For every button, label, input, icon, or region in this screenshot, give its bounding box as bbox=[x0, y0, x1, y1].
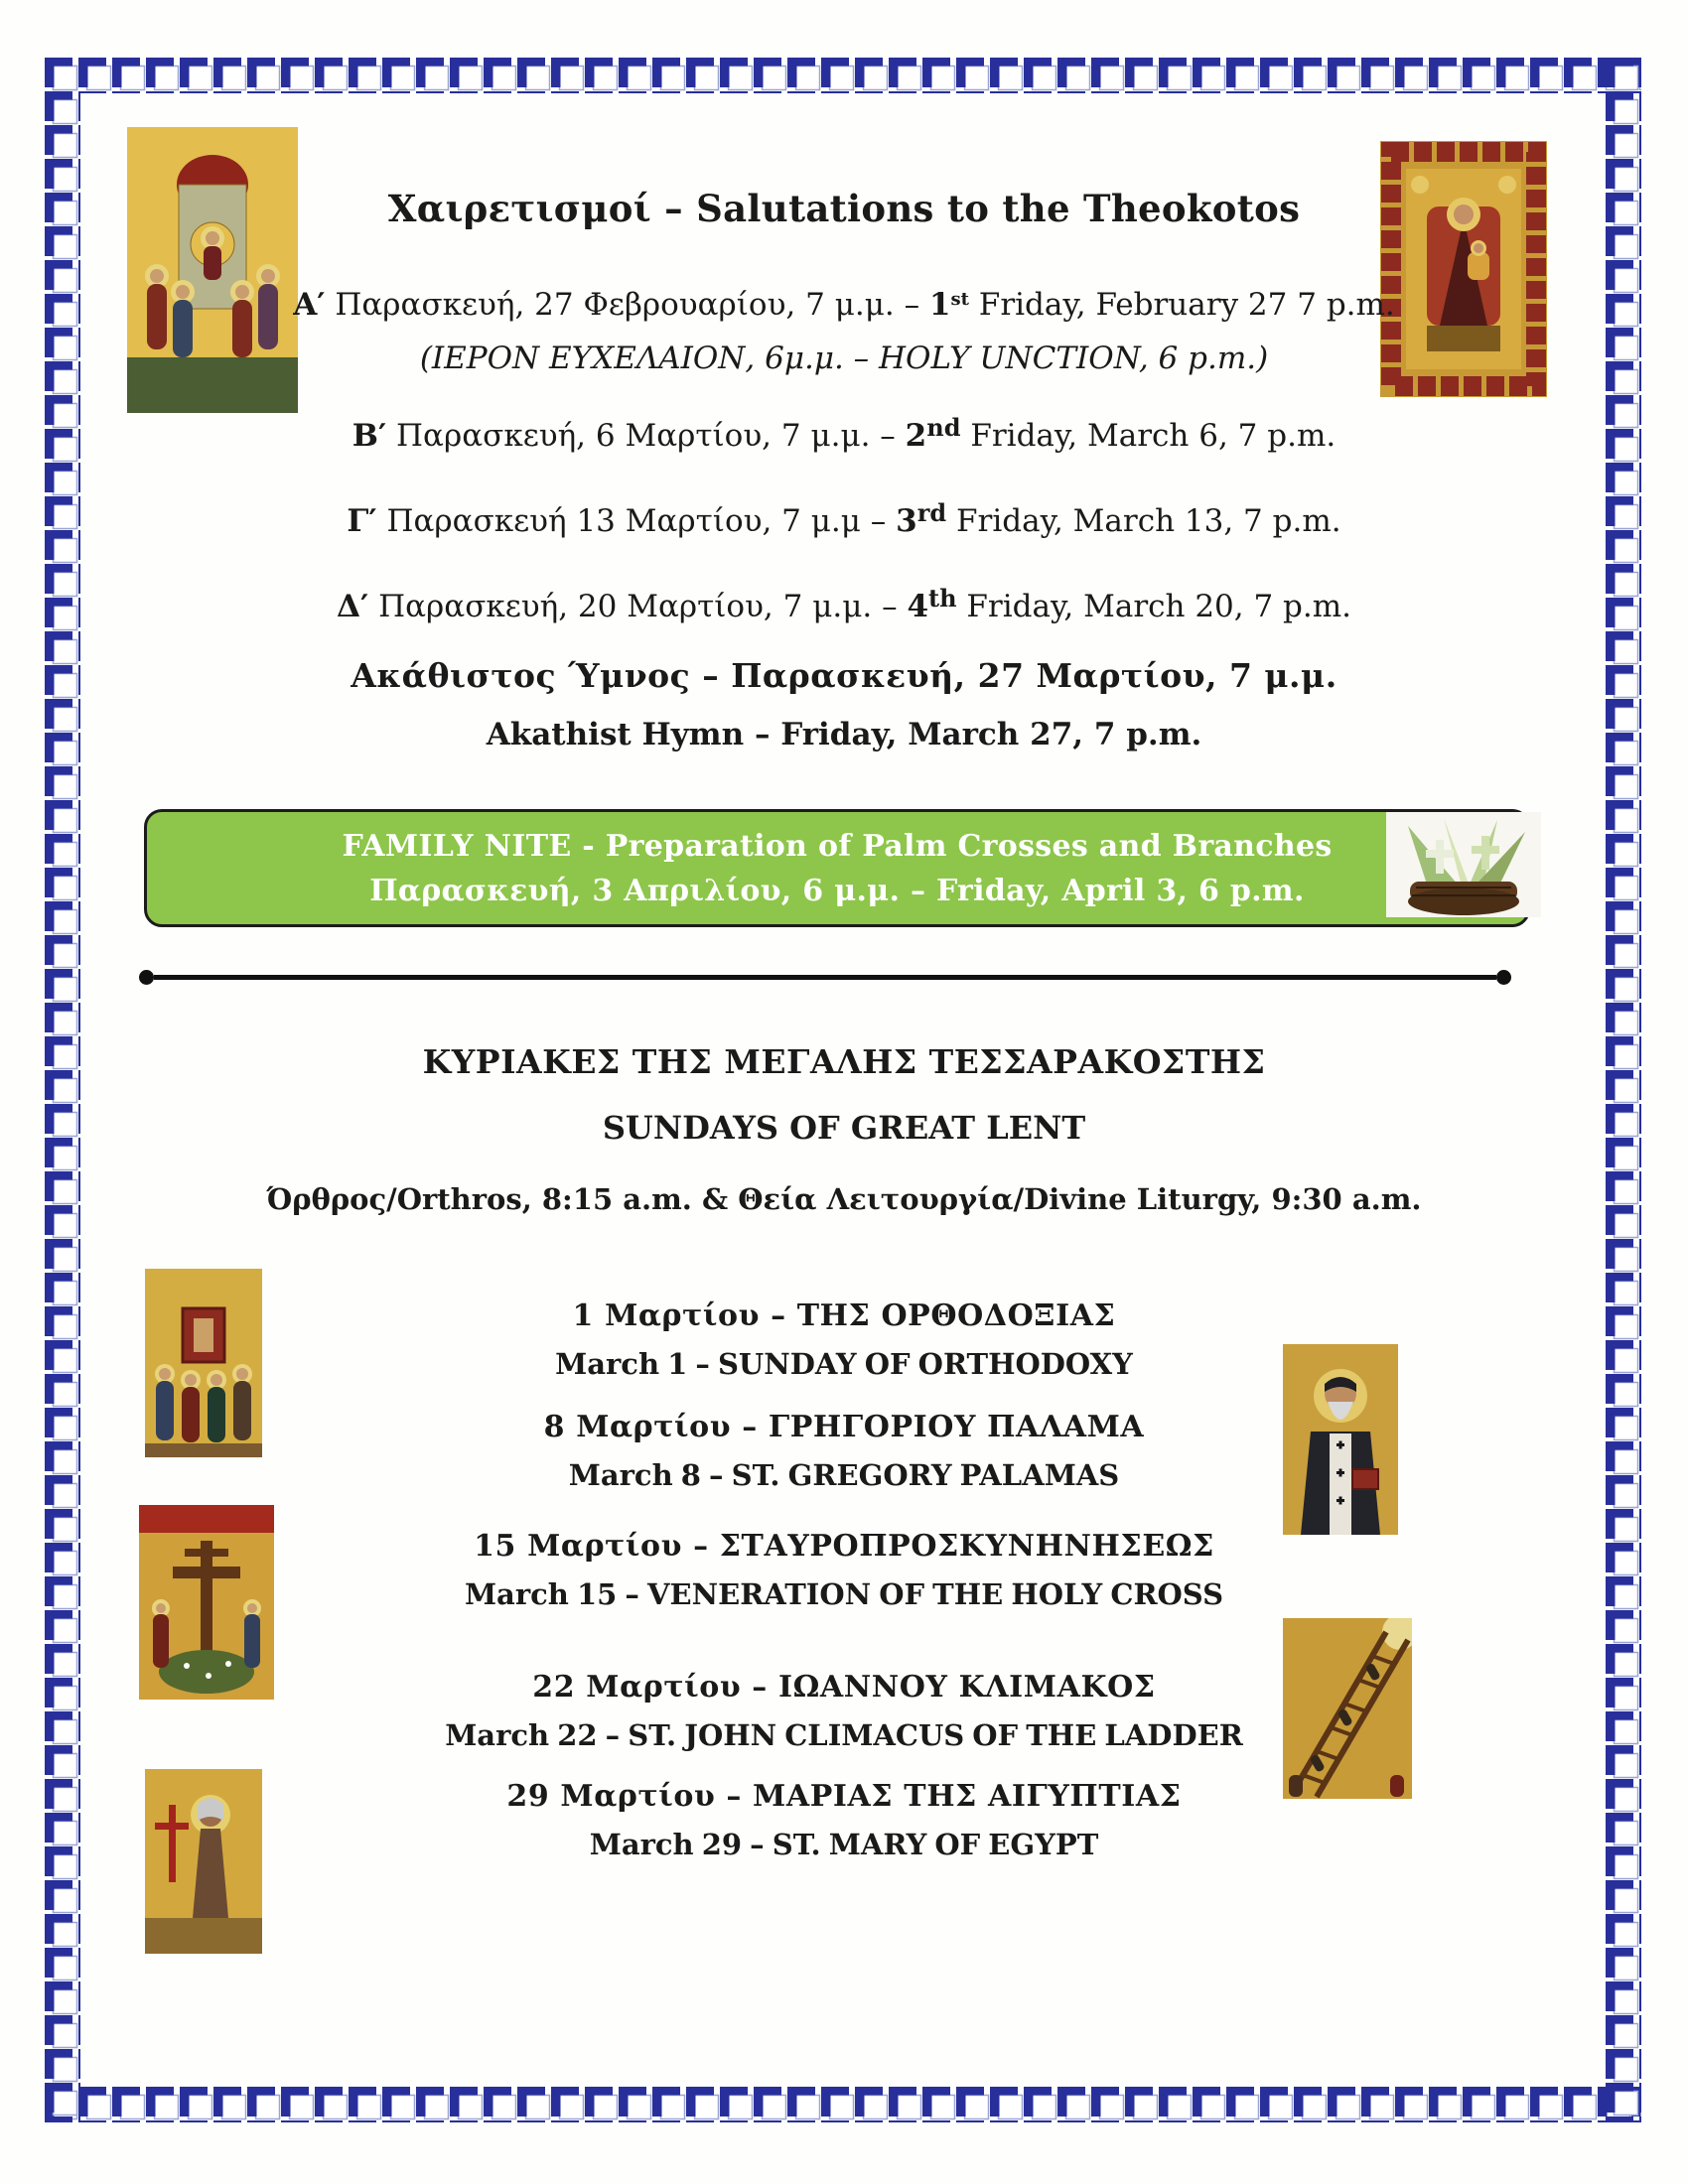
st-gregory-palamas-icon bbox=[1283, 1344, 1398, 1535]
friday-line-1: Α′ Παρασκευή, 27 Φεβρουαρίου, 7 μ.μ. – 1st Friday, February 27 7 p.m. bbox=[293, 287, 1395, 323]
sunday-1-greek: 1 Μαρτίου – ΤΗΣ ΟΡΘΟΔΟΞΙΑΣ bbox=[572, 1298, 1116, 1333]
salutations-section bbox=[89, 187, 1599, 752]
divider-left-dot bbox=[139, 970, 154, 985]
akathist-hymn-english: Akathist Hymn – Friday, March 27, 7 p.m. bbox=[486, 717, 1202, 752]
sunday-3-english: March 15 – VENERATION OF THE HOLY CROSS bbox=[464, 1577, 1224, 1611]
great-lent-title-greek: ΚΥΡΙΑΚΕΣ ΤΗΣ ΜΕΓΑΛΗΣ ΤΕΣΣΑΡΑΚΟΣΤΗΣ bbox=[422, 1042, 1266, 1081]
family-nite-line-2: Παρασκευή, 3 Απριλίου, 6 μ.μ. – Friday, April 3, 6 p.m. bbox=[369, 873, 1305, 908]
friday-line-2: Β′ Παρασκευή, 6 Μαρτίου, 7 μ.μ. – 2nd Friday, March 6, 7 p.m. bbox=[352, 413, 1336, 454]
sunday-of-orthodoxy-icon bbox=[145, 1269, 262, 1457]
great-lent-section bbox=[0, 1042, 1688, 1216]
holy-unction-line: (ΙΕΡΟΝ ΕΥΧΕΛΑΙΟΝ, 6μ.μ. – HOLY UNCTION, 6 p.m.) bbox=[419, 341, 1269, 376]
family-nite-banner bbox=[144, 809, 1530, 927]
great-lent-title-english: SUNDAYS OF GREAT LENT bbox=[602, 1109, 1086, 1147]
salutations-title: Χαιρετισμοί – Salutations to the Theokotos bbox=[387, 187, 1301, 230]
divider-right-dot bbox=[1496, 970, 1511, 985]
page-border-bottom bbox=[45, 2087, 1641, 2122]
family-nite-line-1: FAMILY NITE - Preparation of Palm Crosses and Branches bbox=[342, 828, 1333, 864]
sunday-3-greek: 15 Μαρτίου – ΣΤΑΥΡΟΠΡΟΣΚΥΝΗΝΗΣΕΩΣ bbox=[474, 1529, 1214, 1564]
friday-line-3: Γ′ Παρασκευή 13 Μαρτίου, 7 μ.μ – 3rd Friday, March 13, 7 p.m. bbox=[347, 498, 1341, 539]
veneration-of-the-cross-icon bbox=[139, 1505, 274, 1700]
friday-line-4: Δ′ Παρασκευή, 20 Μαρτίου, 7 μ.μ. – 4th Friday, March 20, 7 p.m. bbox=[336, 584, 1351, 624]
great-lent-schedule: Όρθρος/Orthros, 8:15 a.m. & Θεία Λειτουργία/Divine Liturgy, 9:30 a.m. bbox=[266, 1182, 1422, 1216]
sunday-5-english: March 29 – ST. MARY OF EGYPT bbox=[589, 1828, 1099, 1861]
section-divider bbox=[139, 969, 1511, 985]
sunday-2-english: March 8 – ST. GREGORY PALAMAS bbox=[568, 1458, 1120, 1492]
sunday-1-english: March 1 – SUNDAY OF ORTHODOXY bbox=[555, 1347, 1133, 1381]
sunday-4-greek: 22 Μαρτίου – ΙΩΑΝΝΟΥ ΚΛΙΜΑΚΟΣ bbox=[532, 1670, 1156, 1705]
palm-crosses-basket-image bbox=[1386, 812, 1541, 917]
sunday-2-greek: 8 Μαρτίου – ΓΡΗΓΟΡΙΟΥ ΠΑΛΑΜΑ bbox=[543, 1410, 1145, 1444]
sunday-4-english: March 22 – ST. JOHN CLIMACUS OF THE LADDER bbox=[445, 1718, 1243, 1752]
page-border-top bbox=[45, 58, 1641, 93]
sunday-5-greek: 29 Μαρτίου – ΜΑΡΙΑΣ ΤΗΣ ΑΙΓΥΠΤΙΑΣ bbox=[506, 1779, 1182, 1814]
divider-line bbox=[154, 975, 1496, 980]
akathist-hymn-greek: Ακάθιστος Ύμνος – Παρασκευή, 27 Μαρτίου, 7 μ.μ. bbox=[351, 656, 1337, 695]
st-mary-of-egypt-icon bbox=[145, 1769, 262, 1954]
ladder-of-divine-ascent-icon bbox=[1283, 1618, 1412, 1799]
